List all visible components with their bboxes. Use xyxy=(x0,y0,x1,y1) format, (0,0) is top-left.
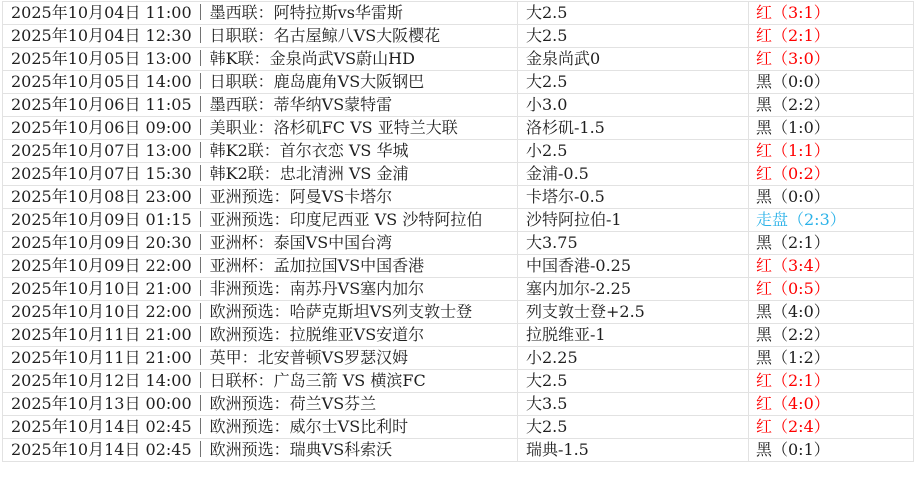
match-description: 欧洲预选：荷兰VS芬兰 xyxy=(209,394,377,413)
datetime-match-cell xyxy=(3,416,518,439)
match-description: 墨西联：阿特拉斯vs华雷斯 xyxy=(209,3,403,22)
result-cell: 红（0:2） xyxy=(749,163,914,186)
handicap-cell: 大2.5 xyxy=(518,370,749,393)
result-cell: 走盘（2:3） xyxy=(749,209,914,232)
match-description: 欧洲预选：拉脱维亚VS安道尔 xyxy=(209,325,425,344)
result-cell: 红（3:1） xyxy=(749,2,914,25)
datetime-match-cell xyxy=(3,255,518,278)
result-cell: 黑（0:1） xyxy=(749,439,914,462)
result-cell: 红（2:1） xyxy=(749,370,914,393)
match-description: 欧洲预选：哈萨克斯坦VS列支敦士登 xyxy=(209,302,473,321)
result-cell: 红（2:1） xyxy=(749,25,914,48)
match-datetime: 2025年10月09日 20:30 xyxy=(11,233,192,252)
table-row xyxy=(3,2,914,25)
handicap-cell: 中国香港-0.25 xyxy=(518,255,749,278)
datetime-match-cell xyxy=(3,439,518,462)
separator: ｜ xyxy=(192,187,209,206)
datetime-match-cell xyxy=(3,347,518,370)
match-datetime: 2025年10月07日 15:30 xyxy=(11,164,192,183)
match-datetime: 2025年10月14日 02:45 xyxy=(11,440,192,459)
separator: ｜ xyxy=(192,164,209,183)
match-datetime: 2025年10月12日 14:00 xyxy=(11,371,192,390)
handicap-cell: 小2.5 xyxy=(518,140,749,163)
match-description: 墨西联：蒂华纳VS蒙特雷 xyxy=(209,95,393,114)
match-datetime: 2025年10月06日 11:05 xyxy=(11,95,192,114)
result-cell: 红（1:1） xyxy=(749,140,914,163)
match-description: 日职联：名古屋鲸八VS大阪樱花 xyxy=(209,26,441,45)
separator: ｜ xyxy=(192,49,209,68)
result-cell: 红（0:5） xyxy=(749,278,914,301)
match-datetime: 2025年10月05日 14:00 xyxy=(11,72,192,91)
result-cell: 红（3:0） xyxy=(749,48,914,71)
separator: ｜ xyxy=(192,279,209,298)
table-row xyxy=(3,140,914,163)
datetime-match-cell xyxy=(3,2,518,25)
handicap-cell: 沙特阿拉伯-1 xyxy=(518,209,749,232)
datetime-match-cell xyxy=(3,117,518,140)
separator: ｜ xyxy=(192,348,209,367)
datetime-match-cell xyxy=(3,71,518,94)
result-cell: 黑（0:0） xyxy=(749,71,914,94)
match-description: 美职业：洛杉矶FC VS 亚特兰大联 xyxy=(209,118,458,137)
datetime-match-cell xyxy=(3,232,518,255)
handicap-cell: 大2.5 xyxy=(518,416,749,439)
match-datetime: 2025年10月11日 21:00 xyxy=(11,348,192,367)
result-cell: 红（3:4） xyxy=(749,255,914,278)
match-datetime: 2025年10月10日 21:00 xyxy=(11,279,192,298)
datetime-match-cell xyxy=(3,301,518,324)
result-cell: 黑（4:0） xyxy=(749,301,914,324)
separator: ｜ xyxy=(192,72,209,91)
separator: ｜ xyxy=(192,141,209,160)
match-datetime: 2025年10月10日 22:00 xyxy=(11,302,192,321)
match-results-table-body xyxy=(3,2,914,462)
table-row xyxy=(3,117,914,140)
table-row xyxy=(3,255,914,278)
separator: ｜ xyxy=(192,210,209,229)
datetime-match-cell xyxy=(3,370,518,393)
separator: ｜ xyxy=(192,95,209,114)
table-row xyxy=(3,416,914,439)
datetime-match-cell xyxy=(3,278,518,301)
datetime-match-cell xyxy=(3,209,518,232)
match-datetime: 2025年10月13日 00:00 xyxy=(11,394,192,413)
separator: ｜ xyxy=(192,118,209,137)
separator: ｜ xyxy=(192,26,209,45)
separator: ｜ xyxy=(192,440,209,459)
datetime-match-cell xyxy=(3,324,518,347)
handicap-cell: 瑞典-1.5 xyxy=(518,439,749,462)
handicap-cell: 大2.5 xyxy=(518,2,749,25)
handicap-cell: 金泉尚武0 xyxy=(518,48,749,71)
match-datetime: 2025年10月07日 13:00 xyxy=(11,141,192,160)
table-row xyxy=(3,278,914,301)
result-cell: 红（2:4） xyxy=(749,416,914,439)
result-cell: 黑（2:2） xyxy=(749,324,914,347)
datetime-match-cell xyxy=(3,140,518,163)
match-description: 韩K联：金泉尚武VS蔚山HD xyxy=(209,49,415,68)
match-description: 韩K2联：首尔衣恋 VS 华城 xyxy=(209,141,409,160)
table-row xyxy=(3,370,914,393)
datetime-match-cell xyxy=(3,163,518,186)
match-description: 日职联：鹿岛鹿角VS大阪钢巴 xyxy=(209,72,425,91)
datetime-match-cell xyxy=(3,186,518,209)
table-row xyxy=(3,439,914,462)
match-datetime: 2025年10月05日 13:00 xyxy=(11,49,192,68)
handicap-cell: 大2.5 xyxy=(518,25,749,48)
match-description: 亚洲杯：孟加拉国VS中国香港 xyxy=(209,256,425,275)
table-row xyxy=(3,301,914,324)
separator: ｜ xyxy=(192,233,209,252)
table-row xyxy=(3,71,914,94)
handicap-cell: 金浦-0.5 xyxy=(518,163,749,186)
handicap-cell: 小3.0 xyxy=(518,94,749,117)
handicap-cell: 大2.5 xyxy=(518,71,749,94)
handicap-cell: 列支敦士登+2.5 xyxy=(518,301,749,324)
table-row xyxy=(3,48,914,71)
table-row xyxy=(3,25,914,48)
match-results-table xyxy=(2,1,914,462)
match-description: 欧洲预选：威尔士VS比利时 xyxy=(209,417,409,436)
match-description: 亚洲预选：阿曼VS卡塔尔 xyxy=(209,187,393,206)
datetime-match-cell xyxy=(3,25,518,48)
handicap-cell: 大3.5 xyxy=(518,393,749,416)
match-datetime: 2025年10月04日 12:30 xyxy=(11,26,192,45)
separator: ｜ xyxy=(192,417,209,436)
table-row xyxy=(3,232,914,255)
match-datetime: 2025年10月04日 11:00 xyxy=(11,3,192,22)
datetime-match-cell xyxy=(3,48,518,71)
match-datetime: 2025年10月06日 09:00 xyxy=(11,118,192,137)
match-description: 欧洲预选：瑞典VS科索沃 xyxy=(209,440,393,459)
match-description: 非洲预选：南苏丹VS塞内加尔 xyxy=(209,279,425,298)
match-datetime: 2025年10月14日 02:45 xyxy=(11,417,192,436)
match-datetime: 2025年10月09日 01:15 xyxy=(11,210,192,229)
table-row xyxy=(3,186,914,209)
result-cell: 黑（2:1） xyxy=(749,232,914,255)
separator: ｜ xyxy=(192,371,209,390)
handicap-cell: 拉脱维亚-1 xyxy=(518,324,749,347)
separator: ｜ xyxy=(192,325,209,344)
separator: ｜ xyxy=(192,394,209,413)
match-description: 亚洲预选：印度尼西亚 VS 沙特阿拉伯 xyxy=(209,210,483,229)
table-row xyxy=(3,347,914,370)
match-datetime: 2025年10月11日 21:00 xyxy=(11,325,192,344)
match-description: 韩K2联：忠北清洲 VS 金浦 xyxy=(209,164,409,183)
datetime-match-cell xyxy=(3,94,518,117)
separator: ｜ xyxy=(192,3,209,22)
table-row xyxy=(3,393,914,416)
handicap-cell: 塞内加尔-2.25 xyxy=(518,278,749,301)
result-cell: 黑（1:2） xyxy=(749,347,914,370)
separator: ｜ xyxy=(192,302,209,321)
table-row xyxy=(3,324,914,347)
match-datetime: 2025年10月09日 22:00 xyxy=(11,256,192,275)
table-row xyxy=(3,209,914,232)
table-row xyxy=(3,94,914,117)
result-cell: 红（4:0） xyxy=(749,393,914,416)
match-datetime: 2025年10月08日 23:00 xyxy=(11,187,192,206)
result-cell: 黑（1:0） xyxy=(749,117,914,140)
match-description: 英甲：北安普顿VS罗瑟汉姆 xyxy=(209,348,409,367)
handicap-cell: 洛杉矶-1.5 xyxy=(518,117,749,140)
datetime-match-cell xyxy=(3,393,518,416)
match-description: 日联杯：广岛三箭 VS 横滨FC xyxy=(209,371,426,390)
handicap-cell: 卡塔尔-0.5 xyxy=(518,186,749,209)
match-description: 亚洲杯：泰国VS中国台湾 xyxy=(209,233,393,252)
table-row xyxy=(3,163,914,186)
handicap-cell: 大3.75 xyxy=(518,232,749,255)
result-cell: 黑（2:2） xyxy=(749,94,914,117)
separator: ｜ xyxy=(192,256,209,275)
handicap-cell: 小2.25 xyxy=(518,347,749,370)
result-cell: 黑（0:0） xyxy=(749,186,914,209)
